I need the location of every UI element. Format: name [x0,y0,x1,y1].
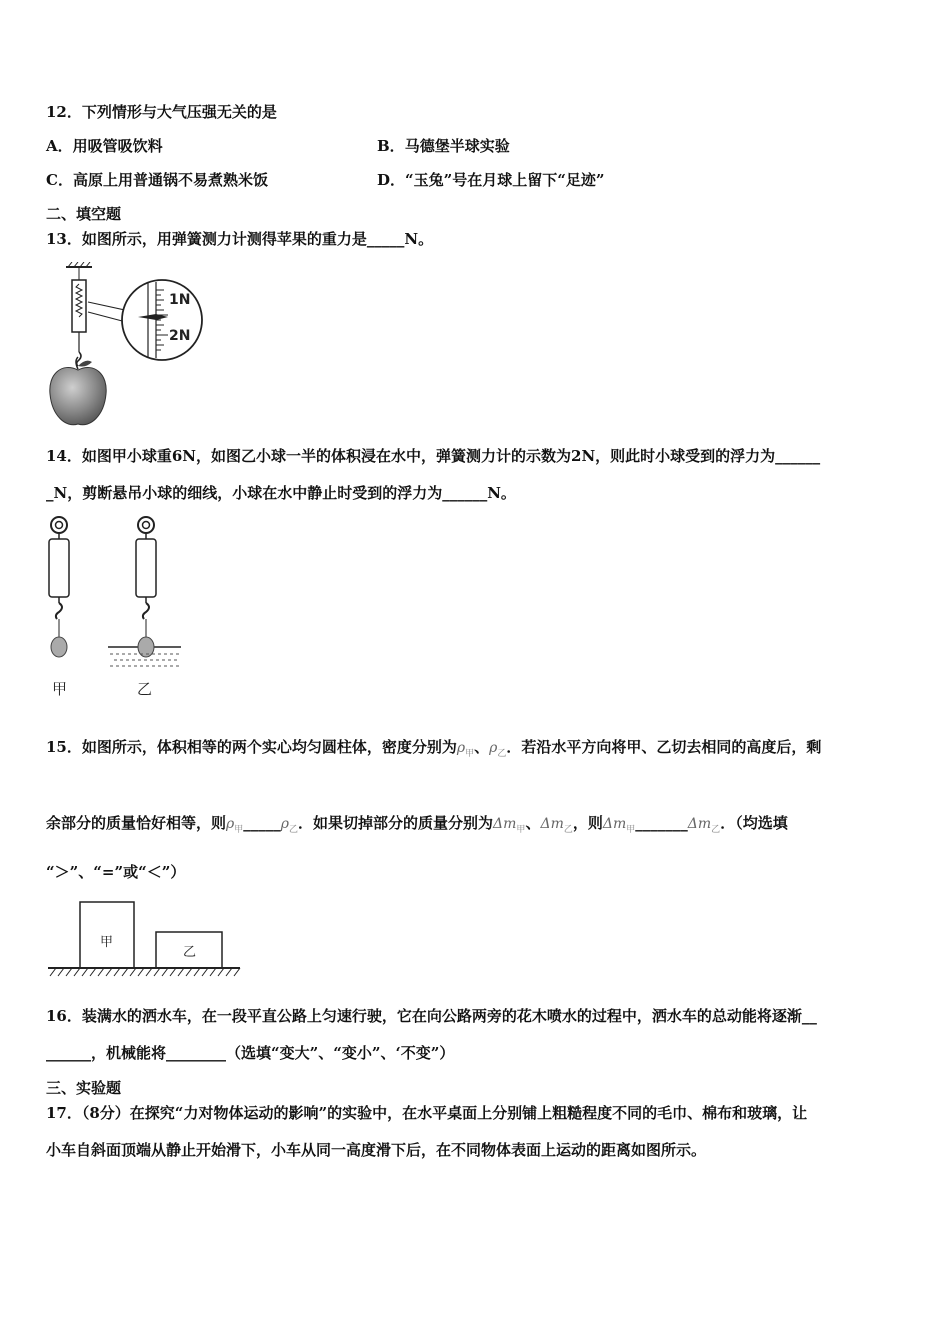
q15-text: 、 [525,814,541,832]
q13-spring-scale-figure [44,262,214,434]
q12-option-c [46,170,268,190]
q15-text: ．如果切掉部分的质量分别为 [298,814,494,832]
option-label: B． [377,137,405,155]
q16-line2: ______，机械能将________（选填“变大”、“变小”、‘不变”） [46,1044,455,1062]
q12-stem: 12．下列情形与大气压强无关的是 [46,103,277,121]
option-text: 高原上用普通锅不易煮熟米饭 [72,171,268,189]
q16-line1: 16．装满水的洒水车，在一段平直公路上匀速行驶，它在向公路两旁的花木喷水的过程中，洒水车的总动能将逐渐__ [46,1007,817,1025]
label-jia: 甲 [100,935,114,950]
spring-scale-yi [108,517,181,666]
sub-yi: 乙 [497,748,507,759]
rho-jia [456,740,475,759]
option-text: 用吸管吸饮料 [72,137,163,155]
q17-line1: 17．（8分）在探究“力对物体运动的影响”的实验中，在水平桌面上分别铺上粗糙程度不同的毛巾、棉布和玻璃，让 [46,1104,808,1122]
caption-yi: 乙 [137,680,153,698]
q14-line2: _N，剪断悬吊小球的细线，小球在水中静止时受到的浮力为______N。 [46,484,516,502]
q15-line2 [46,813,788,840]
q15-cylinders-figure [46,896,242,978]
q15-line1 [46,737,821,764]
q15-text: 余部分的质量恰好相等，则 [46,814,227,832]
q12-option-b [377,136,510,156]
q15-text: 15．如图所示，体积相等的两个实心均匀圆柱体，密度分别为 [46,738,457,756]
q12-option-d [377,170,605,190]
q15-line3: “＞”、“=”或“＜”） [46,863,186,881]
caption-jia: 甲 [52,680,68,698]
option-text: “玉兔”号在月球上留下“足迹” [405,171,605,189]
apple [50,367,106,424]
q15-text: ，则 [572,814,603,832]
dm-symbol: Δm [602,816,627,832]
sub-jia: 甲 [516,824,526,835]
rho-symbol: ρ [226,816,235,832]
scale-label-1n: 1N [169,292,191,308]
section-title-experiment: 三、实验题 [46,1079,122,1097]
dm-symbol: Δm [540,816,564,832]
q15-text: ．若沿水平方向将甲、乙切去相同的高度后，剩 [506,738,822,756]
sub-yi: 乙 [289,824,299,835]
dm-jia [602,816,636,835]
q14-line1: 14．如图甲小球重6N，如图乙小球一半的体积浸在水中，弹簧测力计的示数为2N，则此时小球受到的浮力为______ [46,447,821,465]
blank: _____ [243,814,281,832]
option-label: A． [46,137,73,155]
dm-symbol: Δm [493,816,517,832]
sub-jia: 甲 [234,824,244,835]
sub-yi: 乙 [563,824,573,835]
sub-yi: 乙 [711,824,721,835]
rho-symbol: ρ [456,740,466,756]
dm-yi [687,816,721,835]
sub-jia: 甲 [626,824,636,835]
option-label: C． [46,171,73,189]
section-title-fill-in: 二、填空题 [46,205,122,223]
dm-symbol: Δm [687,816,712,832]
q15-text: 、 [474,738,490,756]
rho-yi [489,740,507,759]
label-yi: 乙 [183,945,197,960]
rho-symbol: ρ [489,740,498,756]
q14-spring-scale-figure [40,513,190,673]
rho-jia [226,816,244,835]
option-text: 马德堡半球实验 [404,137,510,155]
sub-jia: 甲 [465,748,475,759]
rho-symbol: ρ [280,816,289,832]
spring-scale-jia [49,517,69,657]
q13-stem: 13．如图所示，用弹簧测力计测得苹果的重力是_____N。 [46,230,434,248]
q15-text: ．（均选填 [720,814,788,832]
dm-yi [540,816,573,835]
blank: _______ [635,814,688,832]
scale-label-2n: 2N [169,328,191,344]
option-label: D． [377,171,406,189]
dm-jia [493,816,526,835]
q17-line2: 小车自斜面顶端从静止开始滑下，小车从同一高度滑下后，在不同物体表面上运动的距离如图所示。 [46,1141,707,1159]
rho-yi [280,816,299,835]
q12-option-a [46,136,163,156]
